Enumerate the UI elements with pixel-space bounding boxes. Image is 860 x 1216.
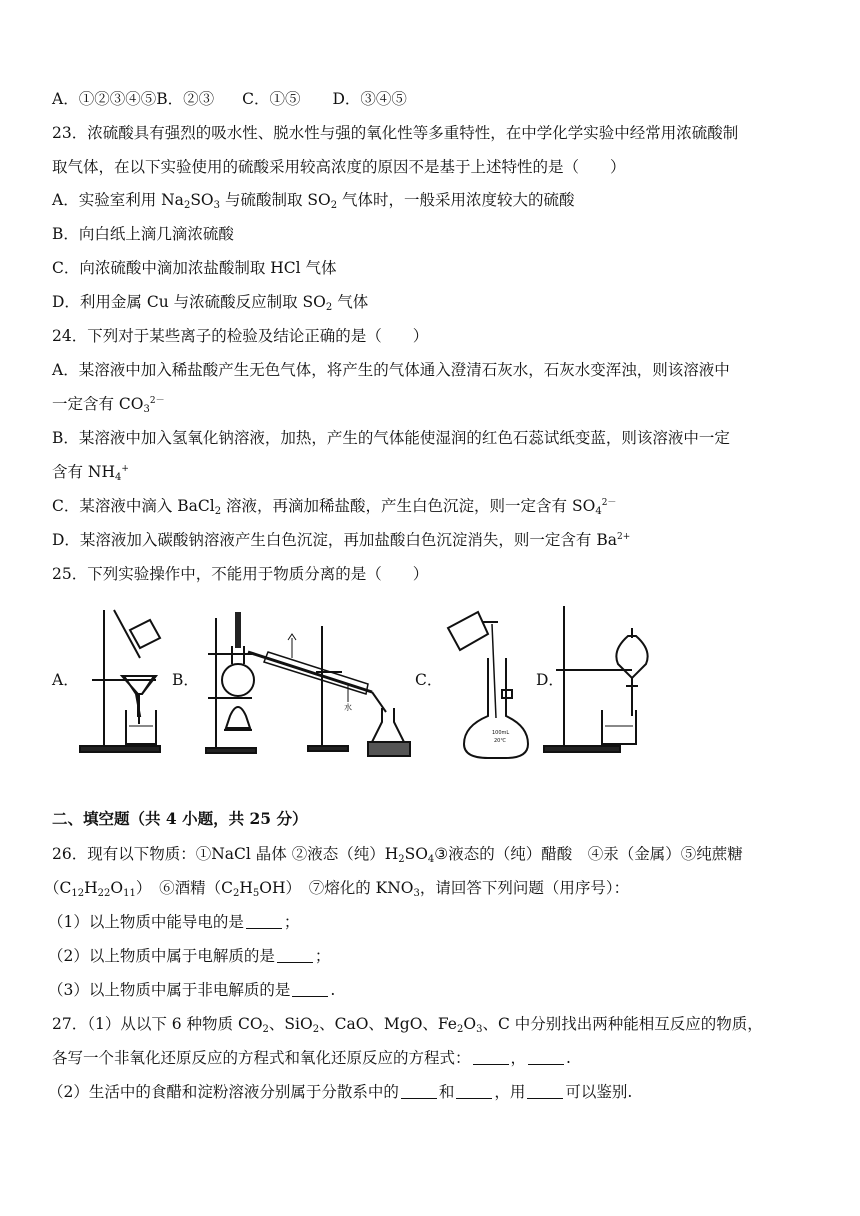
subscript: 3 (213, 200, 221, 211)
text: （3）以上物质中属于非电解质的是 (48, 981, 291, 999)
filtration-apparatus-icon (80, 610, 160, 752)
subscript: 3 (413, 888, 420, 899)
q27-line3 (48, 1081, 820, 1103)
text: （2）生活中的食醋和淀粉溶液分别属于分散系中的 (48, 1083, 399, 1101)
text: 溶液，再滴加稀盐酸，产生白色沉淀，则一定含有 SO (221, 497, 596, 515)
subscript: 2 (312, 1024, 320, 1035)
text: 气体 (332, 293, 369, 311)
superscript: 2－ (149, 396, 165, 406)
subscript: 2 (262, 1024, 269, 1035)
superscript: 2+ (617, 532, 631, 542)
text: ， (510, 1049, 527, 1067)
q22-option-c: C．①⑤ (242, 90, 301, 108)
text: 26．现有以下物质：①NaCl 晶体 ②液态（纯）H (52, 845, 399, 863)
text: （C (44, 879, 72, 897)
q22-option-a: A．①②③④⑤ (52, 90, 157, 108)
text: ； (314, 947, 331, 965)
q27-line1 (52, 1013, 820, 1035)
answer-blank[interactable] (528, 1050, 564, 1065)
answer-blank[interactable] (246, 914, 282, 929)
q26-sub3 (48, 979, 820, 1001)
section-2-title: 二、填空题（共 4 小题，共 25 分） (52, 809, 308, 828)
text: ，用 (494, 1083, 526, 1101)
subscript: 12 (71, 888, 85, 899)
q24-option-d (52, 529, 820, 551)
text: 27．（1）从以下 6 种物质 CO (52, 1015, 263, 1033)
text: ） ⑥酒精（C (135, 879, 233, 897)
subscript: 4 (427, 854, 435, 865)
text: 一定含有 CO (52, 395, 144, 413)
text: （2）以上物质中属于电解质的是 (48, 947, 275, 965)
text: 气体时，一般采用浓度较大的硫酸 (337, 191, 575, 209)
q24-option-b-line2 (52, 461, 820, 483)
superscript: + (121, 464, 129, 474)
text: 、C 中分别找出两种能相互反应的物质， (482, 1015, 763, 1033)
subscript: 4 (115, 472, 122, 483)
text: ③液态的（纯）醋酸 ④汞（金属）⑤纯蔗糖 (434, 845, 743, 863)
q26-line1 (52, 843, 820, 865)
q24-option-a-line2 (52, 393, 820, 415)
text: 含有 NH (52, 463, 116, 481)
superscript: 2－ (601, 498, 617, 508)
subscript: 22 (97, 888, 111, 899)
q24-option-c (52, 495, 820, 517)
text: 可以鉴别. (565, 1083, 633, 1101)
text: ； (283, 913, 300, 931)
text: D．利用金属 Cu 与浓硫酸反应制取 SO (52, 293, 326, 311)
text: H (239, 879, 253, 897)
apparatus-drawings (52, 598, 652, 760)
water-label: 水 (344, 703, 352, 712)
text: SO (190, 191, 214, 209)
subscript: 2 (325, 302, 333, 313)
text: C．某溶液中滴入 BaCl (52, 497, 215, 515)
text: OH） ⑦熔化的 KNO (259, 879, 414, 897)
text: 、CaO、MgO、Fe (319, 1015, 457, 1033)
subscript: 2 (456, 1024, 464, 1035)
q23-option-d (52, 291, 820, 313)
q23-stem-line1: 23．浓硫酸具有强烈的吸水性、脱水性与强的氧化性等多重特性，在中学化学实验中经常用浓硫酸制 (52, 124, 739, 142)
q22-option-d: D．③④⑤ (332, 90, 407, 108)
answer-blank[interactable] (527, 1084, 563, 1099)
volumetric-flask-icon (448, 612, 528, 758)
answer-blank[interactable] (401, 1084, 437, 1099)
answer-blank[interactable] (277, 948, 313, 963)
q26-line2 (44, 877, 820, 899)
q23-stem-line2: 取气体，在以下实验使用的硫酸采用较高浓度的原因不是基于上述特性的是（ ） (52, 158, 626, 176)
text: 和 (438, 1083, 455, 1101)
subscript: 2 (214, 506, 222, 517)
answer-blank[interactable] (473, 1050, 509, 1065)
q23-option-c: C．向浓硫酸中滴加浓盐酸制取 HCl 气体 (52, 259, 337, 277)
answer-blank[interactable] (456, 1084, 492, 1099)
text: . (330, 981, 336, 999)
q25-stem: 25．下列实验操作中，不能用于物质分离的是（ ） (52, 565, 429, 583)
subscript: 5 (252, 888, 260, 899)
subscript: 2 (232, 888, 240, 899)
text: . (566, 1049, 571, 1067)
flask-temp-text: 20℃ (494, 738, 506, 744)
subscript: 2 (183, 200, 191, 211)
text: O (463, 1015, 477, 1033)
separatory-funnel-icon (544, 606, 648, 752)
q23-option-b: B．向白纸上滴几滴浓硫酸 (52, 225, 234, 243)
q26-sub1 (48, 911, 820, 933)
q25-label-b: B． (172, 671, 199, 689)
q24-stem: 24．下列对于某些离子的检验及结论正确的是（ ） (52, 327, 429, 345)
q22-option-b: B．②③ (156, 90, 215, 108)
text: H (84, 879, 98, 897)
subscript: 2 (398, 854, 405, 865)
q25-label-c: C． (415, 671, 443, 689)
q24-option-a-line1: A．某溶液中加入稀盐酸产生无色气体，将产生的气体通入澄清石灰水，石灰水变浑浊，则该溶液中 (52, 361, 730, 379)
text: 各写一个非氧化还原反应的方程式和氧化还原反应的方程式： (52, 1049, 471, 1067)
subscript: 3 (143, 404, 150, 415)
subscript: 3 (476, 1024, 483, 1035)
q26-sub2 (48, 945, 820, 967)
answer-blank[interactable] (292, 982, 328, 997)
subscript: 2 (330, 200, 338, 211)
flask-volume-text: 100mL (492, 730, 510, 736)
text: D．某溶液加入碳酸钠溶液产生白色沉淀，再加盐酸白色沉淀消失，则一定含有 Ba (52, 531, 617, 549)
subscript: 4 (595, 506, 602, 517)
text: 与硫酸制取 SO (220, 191, 331, 209)
text: A．实验室利用 Na (52, 191, 184, 209)
q22-options (52, 88, 820, 110)
subscript: 11 (123, 888, 136, 899)
text: （1）以上物质中能导电的是 (48, 913, 244, 931)
text: ，请回答下列问题（用序号）： (419, 879, 630, 897)
q23-option-a (52, 189, 820, 211)
distillation-apparatus-icon (206, 612, 410, 756)
q24-option-b-line1: B．某溶液中加入氢氧化钠溶液，加热，产生的气体能使湿润的红色石蕊试纸变蓝，则该溶液中一定 (52, 429, 730, 447)
q25-apparatus-figure (52, 598, 652, 760)
text: 、SiO (268, 1015, 313, 1033)
text: SO (404, 845, 428, 863)
q25-label-a: A． (52, 671, 79, 689)
q27-line2 (52, 1047, 820, 1069)
q25-label-d: D． (536, 671, 564, 689)
text: O (110, 879, 124, 897)
